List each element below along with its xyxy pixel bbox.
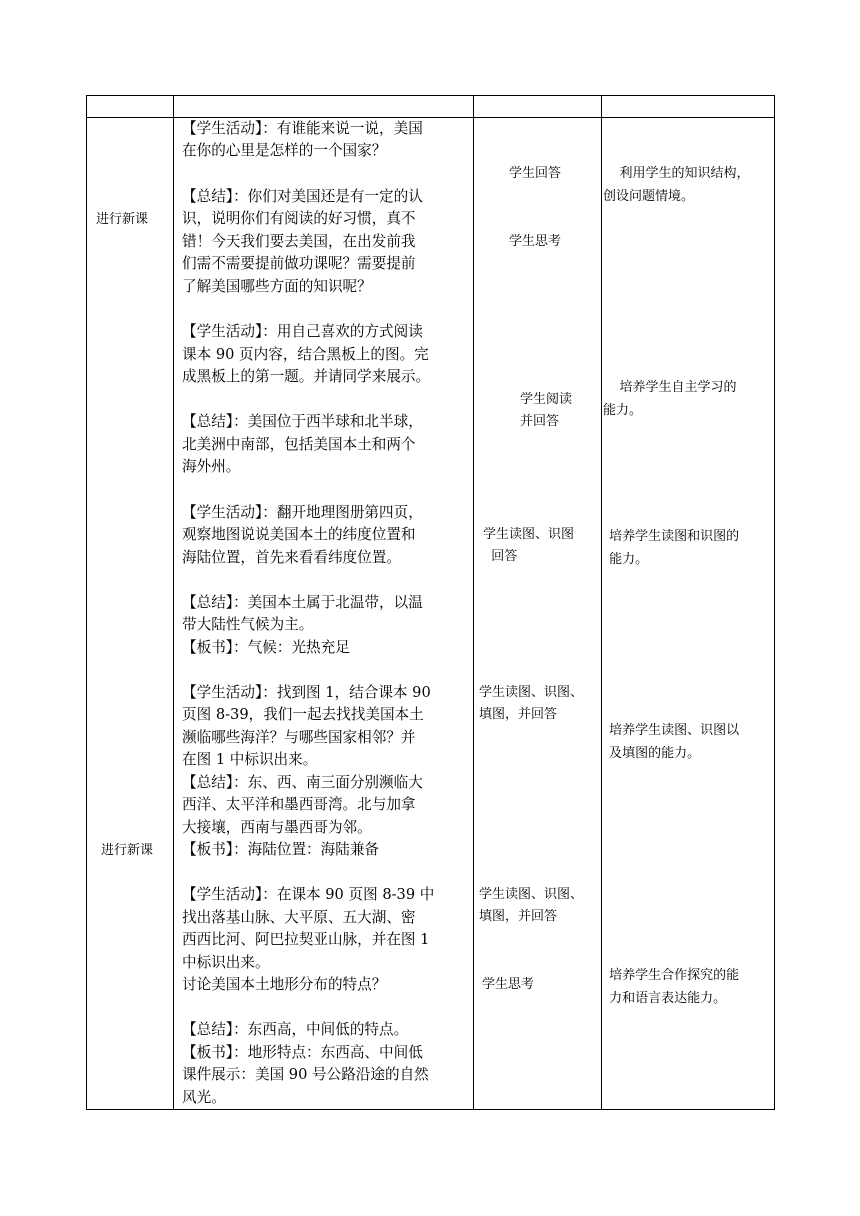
text-line: 濒临哪些海洋？与哪些国家相邻？并 bbox=[182, 729, 416, 746]
text-line: 识，说明你们有阅读的好习惯，真不 bbox=[182, 210, 416, 227]
text-line: 大接壤，西南与墨西哥为邻。 bbox=[182, 819, 372, 836]
text-line: 【总结】：美国本土属于北温带，以温 bbox=[182, 594, 423, 611]
text-line: 【学生活动】：在课本 90 页图 8-39 中 bbox=[182, 886, 435, 903]
text-line: 培养学生合作探究的能 bbox=[605, 968, 740, 983]
text-line: 【板书】：地形特点：东西高、中间低 bbox=[182, 1044, 423, 1061]
text-line: 学生思考 bbox=[482, 977, 535, 992]
col-divider-1 bbox=[173, 95, 174, 1110]
text-line: 回答 bbox=[483, 549, 518, 564]
text-line: 【学生活动】：翻开地理图册第四页， bbox=[182, 504, 423, 521]
text-line: 页图 8-39，我们一起去找找美国本土 bbox=[182, 706, 424, 723]
text-line: 学生思考 bbox=[509, 234, 562, 249]
table-top-border bbox=[86, 95, 774, 96]
text-line: 找出落基山脉、大平原、五大湖、密 bbox=[182, 909, 416, 926]
text-line: 能力。 bbox=[605, 552, 649, 567]
text-line: 【学生活动】：找到图 1，结合课本 90 bbox=[182, 684, 431, 701]
text-line: 学生回答 bbox=[509, 166, 562, 181]
text-line: 成黑板上的第一题。并请同学来展示。 bbox=[182, 368, 431, 385]
text-line: 及填图的能力。 bbox=[605, 746, 701, 761]
text-line: 【总结】：东、西、南三面分别濒临大 bbox=[182, 774, 423, 791]
stage-label-2: 进行新课 bbox=[101, 843, 154, 858]
text-line: 风光。 bbox=[182, 1089, 226, 1106]
text-line: 学生读图、识图、 bbox=[479, 887, 584, 902]
text-line: 北美洲中南部，包括美国本土和两个 bbox=[182, 436, 416, 453]
text-line: 【总结】：东西高，中间低的特点。 bbox=[182, 1021, 409, 1038]
col-divider-3 bbox=[601, 95, 602, 1110]
table-right-border bbox=[774, 95, 775, 1110]
table-left-border bbox=[86, 95, 87, 1110]
text-line: 海陆位置，首先来看看纬度位置。 bbox=[182, 549, 401, 566]
text-line: 培养学生读图和识图的 bbox=[605, 529, 740, 544]
text-line: 学生阅读 bbox=[520, 392, 573, 407]
text-line: 西洋、太平洋和墨西哥湾。北与加拿 bbox=[182, 796, 416, 813]
text-line: 讨论美国本土地形分布的特点？ bbox=[182, 976, 387, 993]
text-line: 填图，并回答 bbox=[479, 707, 558, 722]
text-line: 海外州。 bbox=[182, 458, 241, 475]
text-line: 创设问题情境。 bbox=[603, 189, 695, 204]
text-line: 们需不需要提前做功课呢？需要提前 bbox=[182, 255, 416, 272]
text-line: 观察地图说说美国本土的纬度位置和 bbox=[182, 526, 416, 543]
text-line: 中标识出来。 bbox=[182, 954, 270, 971]
text-line: 西西比河、阿巴拉契亚山脉，并在图 1 bbox=[182, 931, 430, 948]
text-line: 在图 1 中标识出来。 bbox=[182, 751, 318, 768]
text-line: 课本 90 页内容，结合黑板上的图。完 bbox=[182, 346, 429, 363]
text-line: 在你的心里是怎样的一个国家？ bbox=[182, 142, 387, 159]
text-line: 填图，并回答 bbox=[479, 909, 558, 924]
text-line: 力和语言表达能力。 bbox=[605, 991, 727, 1006]
text-line: 利用学生的知识结构， bbox=[603, 166, 750, 181]
text-line: 并回答 bbox=[520, 414, 560, 429]
text-line: 【学生活动】：用自己喜欢的方式阅读 bbox=[182, 323, 423, 340]
text-line: 带大陆性气候为主。 bbox=[182, 616, 314, 633]
text-line: 能力。 bbox=[603, 403, 643, 418]
text-line: 【学生活动】：有谁能来说一说，美国 bbox=[182, 120, 423, 137]
text-line: 培养学生读图、识图以 bbox=[605, 723, 740, 738]
text-line: 【板书】：气候：光热充足 bbox=[182, 639, 350, 656]
text-line: 培养学生自主学习的 bbox=[603, 380, 737, 395]
text-line: 课件展示：美国 90 号公路沿途的自然 bbox=[182, 1066, 429, 1083]
text-line: 【板书】：海陆位置：海陆兼备 bbox=[182, 841, 380, 858]
text-line: 【总结】：你们对美国还是有一定的认 bbox=[182, 188, 423, 205]
text-line: 错！今天我们要去美国，在出发前我 bbox=[182, 233, 416, 250]
text-line: 学生读图、识图 bbox=[483, 527, 575, 542]
text-line: 学生读图、识图、 bbox=[479, 685, 584, 700]
col-divider-2 bbox=[473, 95, 474, 1110]
text-line: 【总结】：美国位于西半球和北半球， bbox=[182, 413, 423, 430]
stage-label-1: 进行新课 bbox=[96, 212, 149, 227]
text-line: 了解美国哪些方面的知识呢？ bbox=[182, 278, 372, 295]
